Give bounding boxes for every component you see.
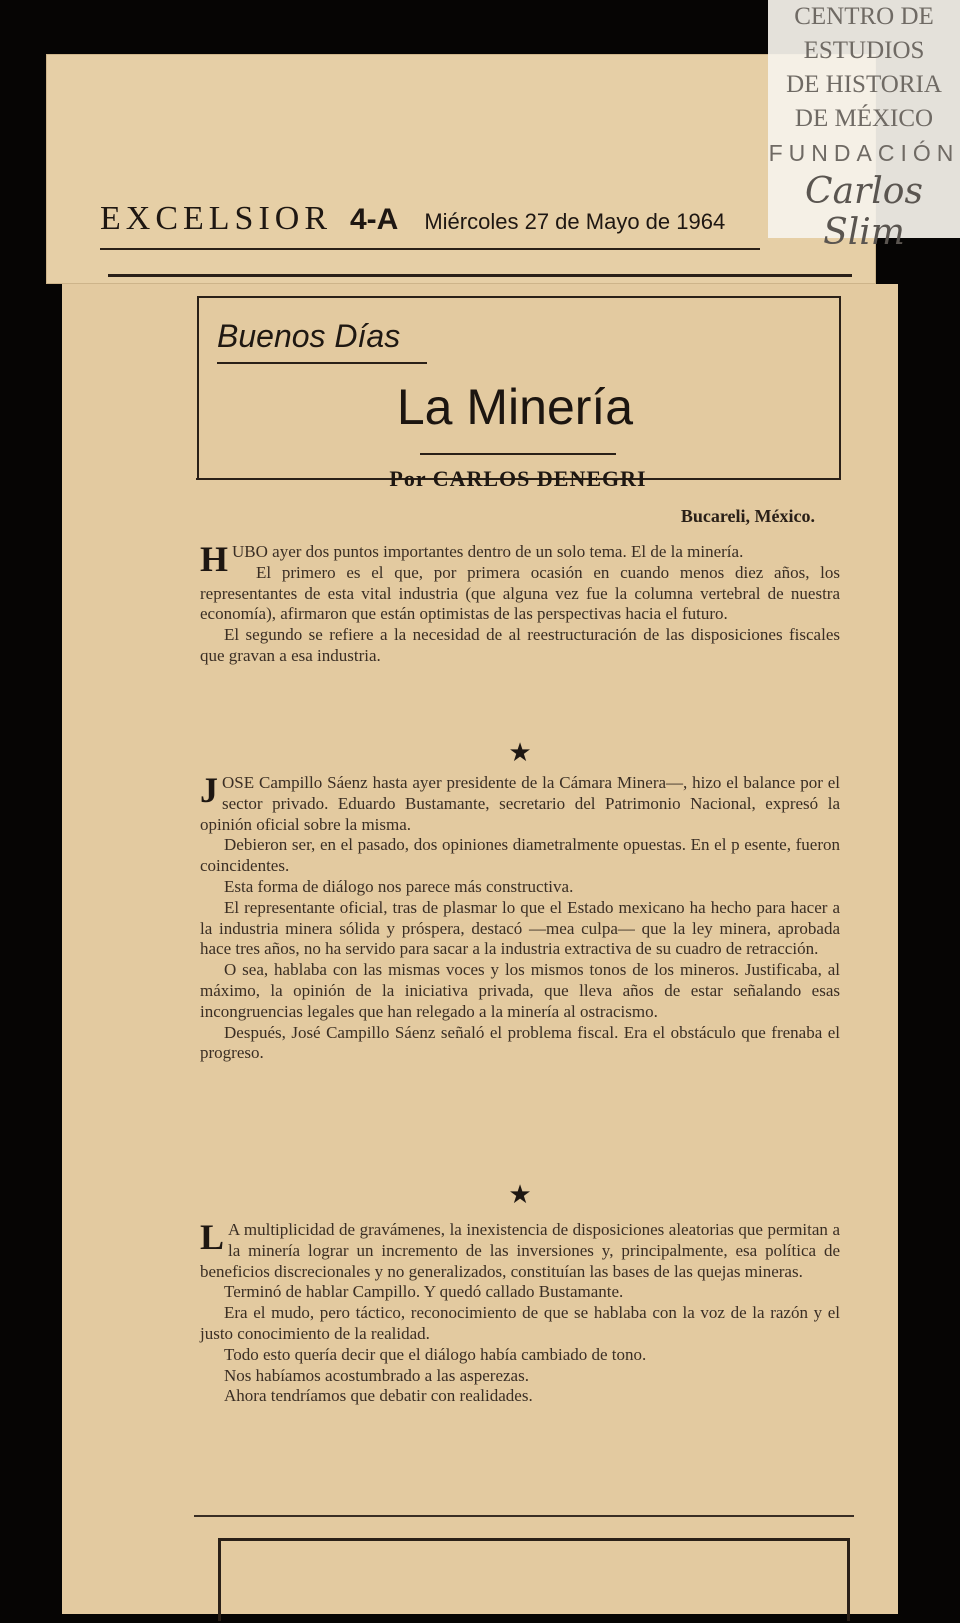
archive-watermark xyxy=(768,0,960,253)
dateline: Bucareli, México. xyxy=(680,506,815,526)
watermark-line-4: DE MÉXICO xyxy=(794,105,934,132)
paragraph: Ahora tendríamos que debatir con realidades. xyxy=(224,1386,533,1406)
paragraph: El segundo se refiere a la necesidad de al reestructuración de las disposiciones fiscales que gravan a esa industria. xyxy=(200,625,840,665)
top-rule xyxy=(108,274,852,277)
paragraph: LA multiplicidad de gravámenes, la inexistencia de disposiciones aleatorias que permitan a la minería lograr un incremento de las inversiones y, principalmente, esa política de beneficios discrecionales y no generalizados, constituían las bases de las quejas mineras. xyxy=(200,1217,840,1281)
title-rule xyxy=(420,453,616,455)
section-rule xyxy=(217,362,427,364)
byline-rule-left xyxy=(196,478,383,480)
masthead-rule xyxy=(100,248,760,250)
paragraph: El primero es el que, por primera ocasión en cuando menos diez años, los representantes de esta vital industria (que alguna vez fue la columna vertebral de nuestra economía), afirmaron que están optimistas de las perspectivas hacia el futuro. xyxy=(200,562,840,624)
page-number: 4-A xyxy=(350,203,399,236)
paragraph: O sea, hablaba con las mismas voces y los mismos tonos de los mineros. Justificaba, al máximo, la opinión de la iniciativa privada, que lleva años de estar señalando esas incongruencias legales que han relegado a la minería al ostracismo. xyxy=(200,960,840,1021)
next-article-box xyxy=(218,1538,850,1621)
article-block-3 xyxy=(200,1217,840,1407)
paragraph: El representante oficial, tras de plasmar lo que el Estado mexicano ha hecho para hacer a la industria minera sólida y próspera, destacó —mea culpa— que la ley minera, aprobada hace tres años, no ha servido para sacar a la industria extractiva de su cuadro de retracción. xyxy=(200,897,840,959)
issue-date: Miércoles 27 de Mayo de 1964 xyxy=(424,209,726,234)
article-title: La Minería xyxy=(396,379,634,435)
paragraph: Era el mudo, pero táctico, reconocimiento de que se hablaba con la voz de la razón y el justo conocimiento de la realidad. xyxy=(200,1303,840,1343)
byline: Por CARLOS DENEGRI xyxy=(389,466,647,491)
section-title: Buenos Días xyxy=(217,318,401,354)
paragraph: Después, José Campillo Sáenz señaló el problema fiscal. Era el obstáculo que frenaba el progreso. xyxy=(200,1022,840,1063)
paragraph: JOSE Campillo Sáenz hasta ayer presidente de la Cámara Minera—, hizo el balance por el sector privado. Eduardo Bustamante, secretario del Patrimonio Nacional, expresó la opinión oficial sobre la misma. xyxy=(200,770,840,834)
watermark-line-2: ESTUDIOS xyxy=(803,37,925,64)
watermark-signature: Carlos Slim xyxy=(805,171,923,253)
paragraph: Nos habíamos acostumbrado a las asperezas. xyxy=(224,1365,529,1385)
article-block-1 xyxy=(200,539,840,667)
paragraph: Terminó de hablar Campillo. Y quedó callado Bustamante. xyxy=(224,1282,624,1302)
masthead xyxy=(100,200,725,238)
article-block-2 xyxy=(200,770,840,1064)
newspaper-name: EXCELSIOR xyxy=(100,200,332,237)
byline-rule-right xyxy=(653,478,840,480)
star-separator-1: ★ xyxy=(508,738,532,767)
byline-row xyxy=(196,466,840,492)
paragraph: Esta forma de diálogo nos parece más constructiva. xyxy=(224,876,574,896)
paragraph: Debieron ser, en el pasado, dos opiniones diametralmente opuestas. En el p esente, fueron coincidentes. xyxy=(200,835,840,876)
watermark-line-3: DE HISTORIA xyxy=(786,71,942,98)
watermark-line-1: CENTRO DE xyxy=(794,3,934,30)
watermark-fundacion: FUNDACIÓN xyxy=(768,140,960,166)
paragraph: Todo esto quería decir que el diálogo había cambiado de tono. xyxy=(224,1344,647,1364)
star-separator-2: ★ xyxy=(508,1180,532,1209)
bottom-rule xyxy=(194,1515,854,1517)
paragraph: HUBO ayer dos puntos importantes dentro de un solo tema. El de la minería. xyxy=(200,539,744,579)
